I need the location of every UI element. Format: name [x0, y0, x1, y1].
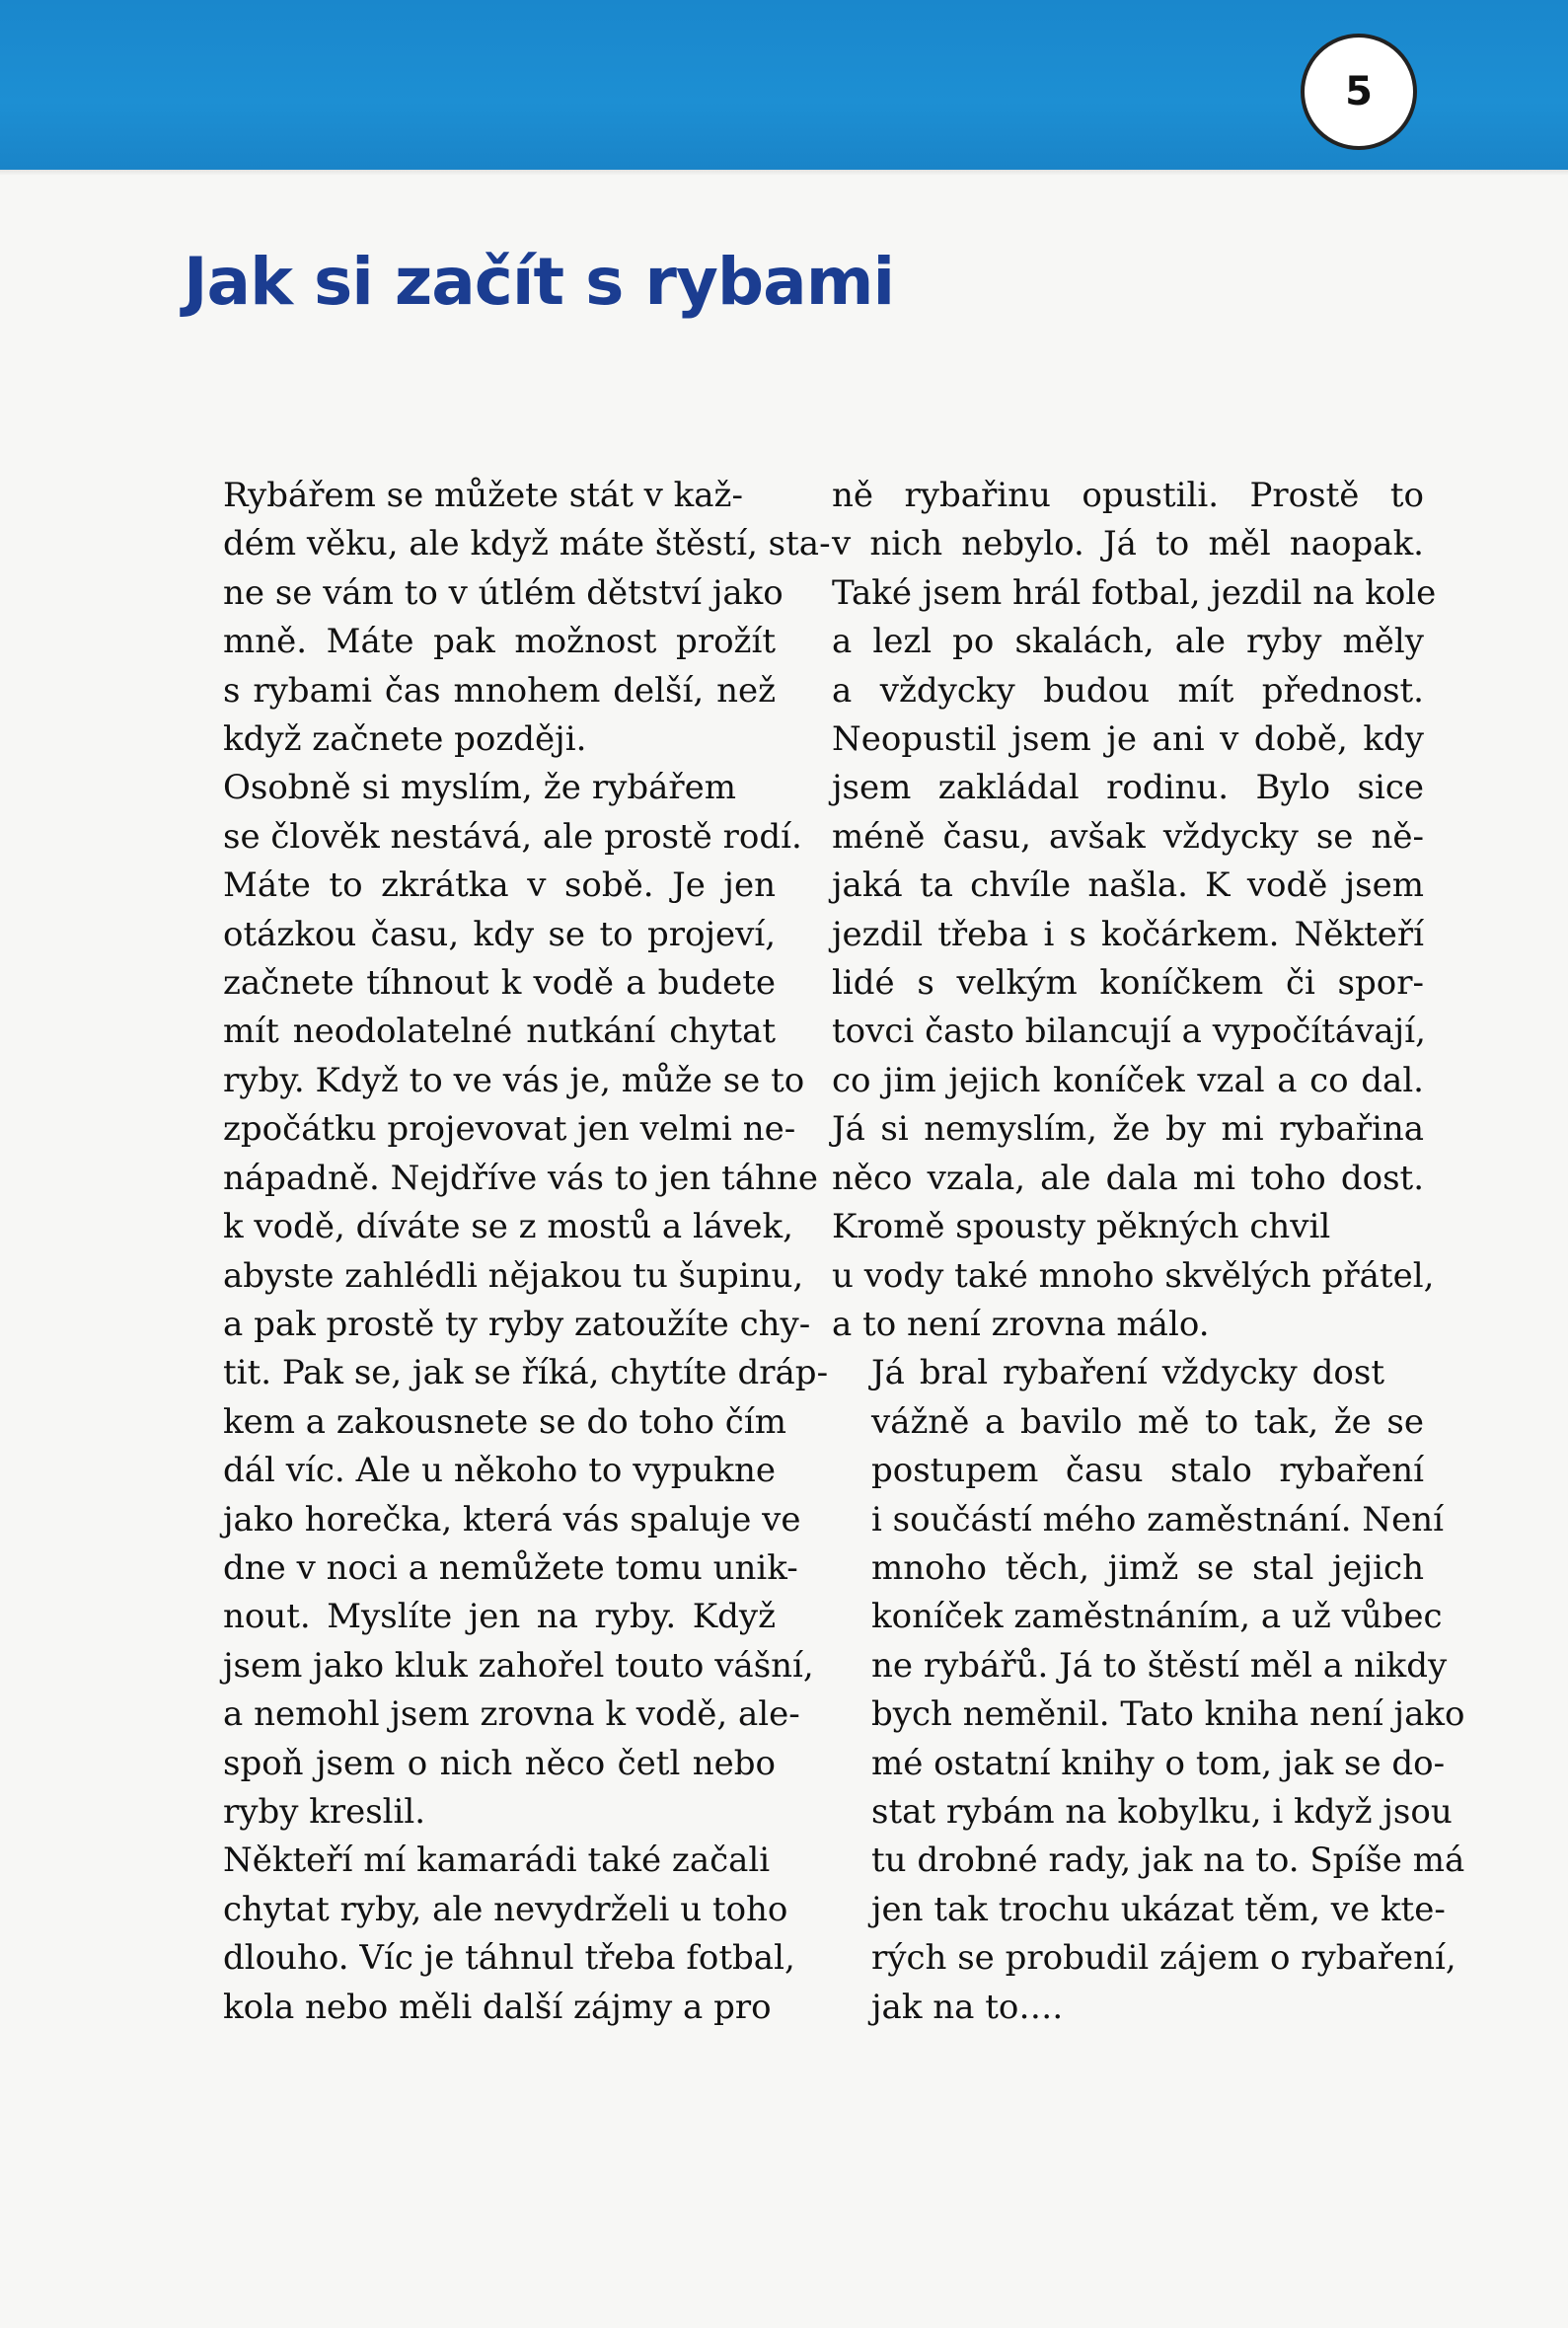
paragraph	[832, 472, 1437, 1349]
text-line: co jim jejich koníček vzal a co dal.	[832, 1060, 1424, 1100]
text-line: dne v noci a nemůžete tomu unik-	[223, 1547, 798, 1588]
text-line: stat rybám na kobylku, i když jsou	[871, 1791, 1453, 1832]
text-line: ně rybařinu opustili. Prostě to	[832, 476, 1424, 515]
text-line: mnoho těch, jimž se stal jejich	[871, 1547, 1424, 1588]
text-line: jsem zakládal rodinu. Bylo sice	[832, 768, 1424, 808]
text-line: jaká ta chvíle našla. K vodě jsem	[832, 865, 1424, 906]
text-line: ne rybářů. Já to štěstí měl a nikdy	[871, 1645, 1448, 1686]
text-line: koníček zaměstnáním, a už vůbec	[871, 1597, 1443, 1637]
text-line: rých se probudil zájem o rybaření,	[871, 1938, 1456, 1979]
text-line: zpočátku projevovat jen velmi ne-	[223, 1109, 796, 1150]
text-line: Kromě spousty pěkných chvil	[832, 1207, 1331, 1247]
text-line: postupem času stalo rybaření	[871, 1451, 1424, 1491]
text-line: nápadně. Nejdříve vás to jen táhne	[223, 1158, 818, 1198]
text-line: a pak prostě ty ryby zatoužíte chy-	[223, 1304, 811, 1344]
text-line: ne se vám to v útlém dětství jako	[223, 572, 784, 613]
paragraph	[184, 1837, 795, 2032]
text-line: kola nebo měli další zájmy a pro	[223, 1987, 772, 2027]
text-line: a nemohl jsem zrovna k vodě, ale-	[223, 1694, 800, 1735]
text-line: když začnete později.	[223, 719, 587, 760]
text-line: tu drobné rady, jak na to. Spíše má	[871, 1840, 1465, 1881]
text-line: s rybami čas mnohem delší, než	[223, 670, 776, 711]
page-title: Jak si začít s rybami	[184, 244, 895, 320]
text-line: bych neměnil. Tato kniha není jako	[871, 1694, 1465, 1735]
text-line: mít neodolatelné nutkání chytat	[223, 1012, 776, 1052]
text-line: Já si nemyslím, že by mi rybařina	[832, 1109, 1424, 1150]
text-line: Osobně si myslím, že rybářem	[223, 768, 736, 808]
text-line: vážně a bavilo mě to tak, že se	[871, 1401, 1424, 1442]
paragraph	[184, 764, 829, 1837]
text-line: začnete tíhnout k vodě a budete	[223, 963, 776, 1004]
text-line: dém věku, ale když máte štěstí, sta-	[223, 524, 831, 564]
text-column-left	[184, 472, 831, 2032]
text-line: mně. Máte pak možnost prožít	[223, 622, 776, 662]
paragraph	[832, 1349, 1465, 2032]
text-line: a vždycky budou mít přednost.	[832, 670, 1424, 711]
paragraph	[184, 472, 831, 764]
text-line: se člověk nestává, ale prostě rodí.	[223, 816, 802, 857]
text-line: chytat ryby, ale nevydrželi u toho	[223, 1889, 788, 1929]
text-line: Také jsem hrál fotbal, jezdil na kole	[832, 572, 1437, 613]
text-line: dlouho. Víc je táhnul třeba fotbal,	[223, 1938, 795, 1979]
page-number-badge: 5	[1301, 34, 1417, 150]
text-line: v nich nebylo. Já to měl naopak.	[832, 524, 1424, 564]
header-band	[0, 0, 1568, 170]
text-line: Neopustil jsem je ani v době, kdy	[832, 719, 1424, 760]
text-column-right	[832, 472, 1465, 2032]
text-line: méně času, avšak vždycky se ně-	[832, 816, 1424, 857]
text-line: Rybářem se můžete stát v kaž-	[223, 476, 743, 515]
text-line: jako horečka, která vás spaluje ve	[223, 1499, 801, 1539]
text-line: u vody také mnoho skvělých přátel,	[832, 1255, 1435, 1296]
text-line: kem a zakousnete se do toho čím	[223, 1401, 786, 1442]
text-line: dál víc. Ale u někoho to vypukne	[223, 1451, 776, 1491]
text-line: ryby. Když to ve vás je, může se to	[223, 1060, 805, 1100]
text-line: nout. Myslíte jen na ryby. Když	[223, 1597, 776, 1637]
text-line: Někteří mí kamarádi také začali	[223, 1840, 771, 1881]
text-line: mé ostatní knihy o tom, jak se do-	[871, 1743, 1446, 1783]
text-line: lidé s velkým koníčkem či spor-	[832, 963, 1424, 1004]
text-line: ryby kreslil.	[223, 1791, 426, 1832]
text-line: jak na to….	[871, 1987, 1064, 2027]
text-line: Já bral rybaření vždycky dost	[871, 1353, 1384, 1393]
text-line: spoň jsem o nich něco četl nebo	[223, 1743, 776, 1783]
text-line: Máte to zkrátka v sobě. Je jen	[223, 865, 776, 906]
text-line: jsem jako kluk zahořel touto vášní,	[223, 1645, 814, 1686]
text-line: tovci často bilancují a vypočítávají,	[832, 1012, 1426, 1052]
text-line: otázkou času, kdy se to projeví,	[223, 914, 776, 954]
text-line: i součástí mého zaměstnání. Není	[871, 1499, 1444, 1539]
text-line: a to není zrovna málo.	[832, 1304, 1210, 1344]
text-line: tit. Pak se, jak se říká, chytíte dráp-	[223, 1353, 829, 1393]
text-line: jen tak trochu ukázat těm, ve kte-	[871, 1889, 1446, 1929]
text-line: jezdil třeba i s kočárkem. Někteří	[832, 914, 1424, 954]
text-line: a lezl po skalách, ale ryby měly	[832, 622, 1424, 662]
text-line: něco vzala, ale dala mi toho dost.	[832, 1158, 1424, 1198]
text-line: k vodě, díváte se z mostů a lávek,	[223, 1207, 793, 1247]
text-line: abyste zahlédli nějakou tu šupinu,	[223, 1255, 804, 1296]
